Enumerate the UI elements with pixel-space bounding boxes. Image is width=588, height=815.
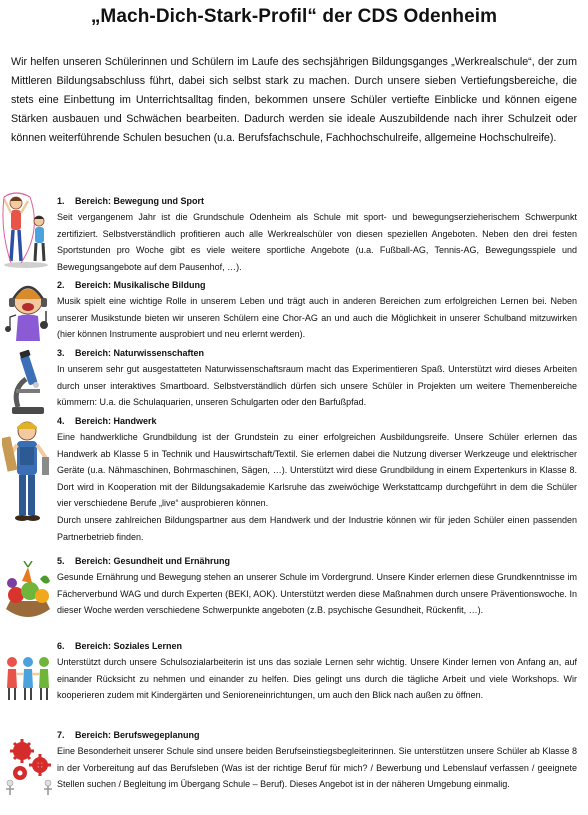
holding-hands-icon <box>2 652 54 702</box>
intro-paragraph: Wir helfen unseren Schülerinnen und Schülern im Laufe des sechsjährigen Bildungsganges „Werkrealschule“, der zum Mittleren Bildungsabschluss führt, dabei sich selbst stark zu machen. Durch unsere sieben Vertiefungsbereiche, die stets eine Einbettung im Unterrichtsalltag finden, bekommen unsere Schüler vertiefte Einblicke und können eigene Stärken ausbauen und Schwächen bearbeiten. Dadurch werden sie ideale Auszubildende nach ihrer Schulzeit oder können weiterführende Schulen besuchen (u.a. Berufsfachschule, Fachhochschulreife, allgemeine Hochschulreife). <box>11 56 577 144</box>
section-text: Eine handwerkliche Grundbildung ist der Grundstein zu einer erfolgreichen Ausbildungsreife. Unsere Schüler erlernen das Handwerk ab Klasse 5 in Technik und Hauswirtschaft/Textil. Sie erlernen dabei die Nutzung diverser Werkzeuge und elektrischer Geräte (u.a. Nähmaschinen, Bohrmaschinen, Sägen, …). Unterstützt wird diese Grundbildung in einem Expertenkurs in Klasse 8. Dort wird in Kooperation mit der Bildungsakademie Karlsruhe das zweiwöchige Werkstattcamp durchgeführt in dem die Schüler vier verschiedene Berufe „live“ ausprobieren können. Durch unsere zahlreichen Bildungspartner aus dem Handwerk und der Industrie können wir für jeden Schüler einen passenden Partnerbetrieb finden. <box>57 432 577 542</box>
section-heading: 2. Bereich: Musikalische Bildung <box>57 280 206 290</box>
section-text: In unserem sehr gut ausgestatteten Naturwissenschaftsraum macht das Experimentieren Spaß. Unterstützt wird dieses Arbeiten durch unser interaktives Smartboard. Selbstverständlich dürfen sich unsere Schüler in Projekten um weitere Themenbereiche kümmern: U.a. die Schulaquarien, unseren Schulgarten oder den Barfußpfad. <box>57 364 577 408</box>
section-heading: 3. Bereich: Naturwissenschaften <box>57 348 205 358</box>
section-heading: 7. Bereich: Berufswegeplanung <box>57 730 200 740</box>
section-text: Eine Besonderheit unserer Schule sind unsere beiden Berufseinstiegsbegleiterinnen. Sie unterstützen unsere Schüler ab Klasse 8 in der Vorbereitung auf das Berufsleben (Was ist der richtige Beruf für mich? / Bewerbung und Lebenslauf verfassen / geeignete Stellen suchen / Begleitung im Übergang Schule – Beruf). Dieses Angebot ist in der näheren Umgebung einmalig. <box>57 746 577 790</box>
craftsman-icon <box>2 417 52 529</box>
singer-headphones-icon <box>2 283 52 345</box>
section-heading: 6. Bereich: Soziales Lernen <box>57 641 183 651</box>
section-text: Gesunde Ernährung und Bewegung stehen an unserer Schule im Vordergrund. Unsere Kinder erlernen diese Grundkenntnisse im Fächerverbund WAG und durch Experten (BEKI, AOK). Unterstützt werden diese Maßnahmen durch unsere Präventionswoche. In dieser Woche werden verschiedene Schwerpunkte angeboten (z.B. psychische Gesundheit, Rückenfit, …). <box>57 572 577 616</box>
section-text: Unterstützt durch unsere Schulsozialarbeiterin ist uns das soziale Lernen sehr wichtig. Unsere Kinder lernen von Anfang an, auf einander Rücksicht zu nehmen und einander zu helfen. Dies gelingt uns durch die tägliche Arbeit und viele Workshops. Wir kooperieren zudem mit Kindergärten und Senioreneinrichtungen, um auch den Blick nach außen zu öffnen. <box>57 657 577 701</box>
gears-people-icon <box>4 735 54 797</box>
vegetables-icon <box>2 561 54 625</box>
section-text: Musik spielt eine wichtige Rolle in unserem Leben und trägt auch in anderen Bereichen zum erfolgreichen Lernen bei. Neben unserer Musikstunde bieten wir unseren Schülern eine Chor-AG an und auch die Möglichkeit in unserer Schulband mitzuwirken (hier können Instrumente ausprobiert und neu erlernt werden). <box>57 296 577 340</box>
section-text: Seit vergangenem Jahr ist die Grundschule Odenheim als Schule mit sport- und bewegungserzieherischem Schwerpunkt zertifiziert. Selbstverständlich profitieren auch alle Werkrealschüler von diesen speziellen Angeboten. Neben den drei festen Sportstunden pro Woche gibt es viele weitere sportliche Angebote (u.a. Fußball-AG, Tennis-AG, Bewegungsspiele und Bewegungsangebote auf dem Pausenhof, …). <box>57 212 577 272</box>
microscope-icon <box>6 349 50 417</box>
section-heading: 5. Bereich: Gesundheit und Ernährung <box>57 556 231 566</box>
section-heading: 4. Bereich: Handwerk <box>57 416 157 426</box>
page-title: „Mach-Dich-Stark-Profil“ der CDS Odenheim <box>90 6 498 27</box>
section-heading: 1. Bereich: Bewegung und Sport <box>57 196 205 206</box>
children-playing-icon <box>2 191 52 269</box>
